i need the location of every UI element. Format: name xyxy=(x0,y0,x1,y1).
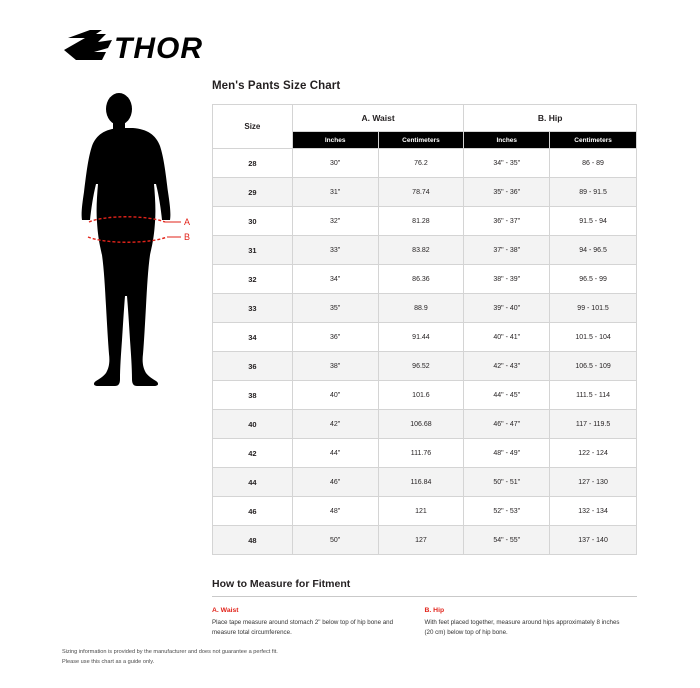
cell-hip-cm: 101.5 - 104 xyxy=(550,323,637,352)
header-size: Size xyxy=(213,105,293,149)
cell-hip-inches: 34" - 35" xyxy=(464,149,550,178)
cell-waist-inches: 36" xyxy=(292,323,378,352)
table-row xyxy=(213,381,637,410)
cell-waist-cm: 101.6 xyxy=(378,381,464,410)
cell-waist-inches: 50" xyxy=(292,526,378,555)
cell-hip-inches: 35" - 36" xyxy=(464,178,550,207)
table-row xyxy=(213,207,637,236)
header-hip-cm: Centimeters xyxy=(550,132,637,149)
chart-title: Men's Pants Size Chart xyxy=(212,80,341,92)
cell-waist-inches: 35" xyxy=(292,294,378,323)
cell-size: 48 xyxy=(213,526,293,555)
male-body-silhouette-icon xyxy=(55,92,205,392)
cell-hip-inches: 37" - 38" xyxy=(464,236,550,265)
cell-size: 28 xyxy=(213,149,293,178)
disclaimer-footer xyxy=(62,648,442,667)
cell-waist-cm: 81.28 xyxy=(378,207,464,236)
cell-waist-inches: 44" xyxy=(292,439,378,468)
cell-waist-cm: 127 xyxy=(378,526,464,555)
cell-hip-cm: 89 - 91.5 xyxy=(550,178,637,207)
size-chart-table xyxy=(212,104,637,555)
disclaimer-line-1: Sizing information is provided by the manufacturer and does not guarantee a perfect fit. xyxy=(62,649,278,655)
cell-waist-cm: 91.44 xyxy=(378,323,464,352)
cell-waist-inches: 46" xyxy=(292,468,378,497)
cell-size: 40 xyxy=(213,410,293,439)
cell-size: 30 xyxy=(213,207,293,236)
body-measurement-figure xyxy=(55,92,205,392)
cell-size: 38 xyxy=(213,381,293,410)
cell-size: 34 xyxy=(213,323,293,352)
cell-hip-cm: 111.5 - 114 xyxy=(550,381,637,410)
cell-hip-inches: 40" - 41" xyxy=(464,323,550,352)
cell-waist-cm: 121 xyxy=(378,497,464,526)
table-row xyxy=(213,294,637,323)
cell-waist-cm: 76.2 xyxy=(378,149,464,178)
cell-waist-inches: 48" xyxy=(292,497,378,526)
table-row xyxy=(213,497,637,526)
table-header-main xyxy=(213,105,637,132)
cell-hip-cm: 94 - 96.5 xyxy=(550,236,637,265)
how-to-waist-label: A. Waist xyxy=(212,607,239,614)
cell-hip-cm: 96.5 - 99 xyxy=(550,265,637,294)
cell-hip-inches: 48" - 49" xyxy=(464,439,550,468)
how-to-hip-label: B. Hip xyxy=(424,607,445,614)
figure-label-a: A xyxy=(184,217,191,227)
cell-waist-cm: 96.52 xyxy=(378,352,464,381)
cell-hip-cm: 99 - 101.5 xyxy=(550,294,637,323)
cell-waist-cm: 106.68 xyxy=(378,410,464,439)
cell-hip-inches: 38" - 39" xyxy=(464,265,550,294)
cell-waist-cm: 86.36 xyxy=(378,265,464,294)
table-row xyxy=(213,410,637,439)
figure-label-b: B xyxy=(184,232,191,242)
cell-waist-inches: 34" xyxy=(292,265,378,294)
table-row xyxy=(213,526,637,555)
cell-hip-inches: 46" - 47" xyxy=(464,410,550,439)
header-group-hip: B. Hip xyxy=(464,105,637,132)
how-to-hip-text: With feet placed together, measure around hips approximately 8 inches (20 cm) below top of hip bone. xyxy=(424,619,620,636)
cell-waist-inches: 32" xyxy=(292,207,378,236)
cell-hip-inches: 39" - 40" xyxy=(464,294,550,323)
cell-hip-cm: 132 - 134 xyxy=(550,497,637,526)
cell-hip-cm: 91.5 - 94 xyxy=(550,207,637,236)
cell-hip-inches: 54" - 55" xyxy=(464,526,550,555)
disclaimer-line-2: Please use this chart as a guide only. xyxy=(62,658,155,665)
how-to-waist-text: Place tape measure around stomach 2" below top of hip bone and measure total circumference. xyxy=(212,619,394,636)
cell-waist-inches: 38" xyxy=(292,352,378,381)
cell-size: 44 xyxy=(213,468,293,497)
table-row xyxy=(213,265,637,294)
cell-hip-inches: 36" - 37" xyxy=(464,207,550,236)
svg-text:THOR: THOR xyxy=(114,32,203,65)
cell-hip-cm: 106.5 - 109 xyxy=(550,352,637,381)
header-waist-inches: Inches xyxy=(292,132,378,149)
header-group-waist: A. Waist xyxy=(292,105,464,132)
table-row xyxy=(213,352,637,381)
table-row xyxy=(213,149,637,178)
table-row xyxy=(213,178,637,207)
cell-hip-inches: 42" - 43" xyxy=(464,352,550,381)
brand-logo xyxy=(62,28,242,68)
cell-hip-inches: 44" - 45" xyxy=(464,381,550,410)
table-body xyxy=(213,149,637,555)
thor-helmet-logo-icon xyxy=(62,28,242,68)
cell-size: 33 xyxy=(213,294,293,323)
cell-size: 36 xyxy=(213,352,293,381)
cell-waist-inches: 33" xyxy=(292,236,378,265)
table-row xyxy=(213,236,637,265)
cell-waist-cm: 111.76 xyxy=(378,439,464,468)
table-row xyxy=(213,323,637,352)
cell-waist-inches: 40" xyxy=(292,381,378,410)
how-to-measure-title: How to Measure for Fitment xyxy=(212,578,637,597)
cell-waist-cm: 88.9 xyxy=(378,294,464,323)
cell-hip-inches: 50" - 51" xyxy=(464,468,550,497)
header-hip-inches: Inches xyxy=(464,132,550,149)
cell-hip-inches: 52" - 53" xyxy=(464,497,550,526)
cell-waist-cm: 83.82 xyxy=(378,236,464,265)
cell-waist-cm: 78.74 xyxy=(378,178,464,207)
cell-hip-cm: 137 - 140 xyxy=(550,526,637,555)
cell-waist-inches: 31" xyxy=(292,178,378,207)
how-to-hip xyxy=(425,607,638,637)
cell-size: 46 xyxy=(213,497,293,526)
cell-size: 29 xyxy=(213,178,293,207)
cell-hip-cm: 127 - 130 xyxy=(550,468,637,497)
how-to-measure-section xyxy=(212,578,637,637)
cell-hip-cm: 122 - 124 xyxy=(550,439,637,468)
table-row xyxy=(213,439,637,468)
cell-waist-inches: 42" xyxy=(292,410,378,439)
header-waist-cm: Centimeters xyxy=(378,132,464,149)
table-row xyxy=(213,468,637,497)
cell-size: 31 xyxy=(213,236,293,265)
cell-waist-inches: 30" xyxy=(292,149,378,178)
cell-waist-cm: 116.84 xyxy=(378,468,464,497)
cell-hip-cm: 117 - 119.5 xyxy=(550,410,637,439)
how-to-waist xyxy=(212,607,425,637)
cell-hip-cm: 86 - 89 xyxy=(550,149,637,178)
cell-size: 32 xyxy=(213,265,293,294)
cell-size: 42 xyxy=(213,439,293,468)
